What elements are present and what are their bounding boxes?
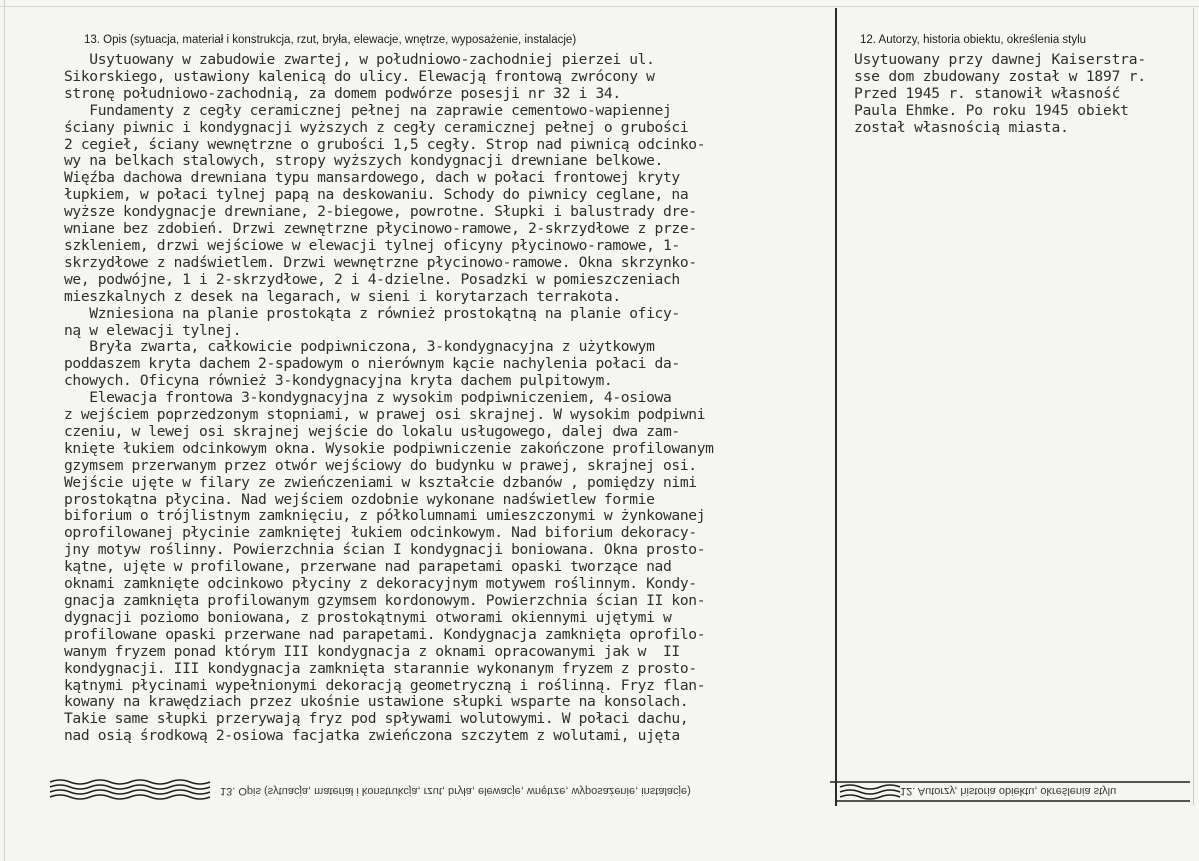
mirrored-footer-section-13: 13. Opis (sytuacja, materiał i konstrukcja, rzut, bryła, elewacje, wnętrze, wyposażenie, instalacje)	[220, 785, 691, 797]
column-divider	[835, 8, 837, 805]
footer-band	[0, 776, 1199, 806]
section-13-header: 13. Opis (sytuacja, materiał i konstrukcja, rzut, bryła, elewacje, wnętrze, wyposażenie, instalacje)	[84, 34, 577, 46]
section-12-text: Usytuowany przy dawnej Kaiserstra- sse dom zbudowany został w 1897 r. Przed 1945 r. stanowił własność Paula Ehmke. Po roku 1945 obiekt został własnością miasta.	[854, 51, 1146, 136]
top-rule	[0, 6, 1199, 7]
left-edge	[4, 0, 5, 861]
right-edge-rule	[1193, 8, 1194, 805]
section-12-header: 12. Autorzy, historia obiektu, określenia stylu	[860, 34, 1087, 46]
description-column	[46, 34, 836, 745]
history-column	[850, 34, 1195, 137]
section-13-text: Usytuowany w zabudowie zwartej, w południowo-zachodniej pierzei ul. Sikorskiego, ustawiony kalenicą do ulicy. Elewacją frontową zwrócony w stronę południowo-zachodnią, za domem podwórze posesji nr 32 i 34. Fundamenty z cegły ceramicznej pełnej na zaprawie cementowo-wapiennej ściany piwnic i kondygnacji wyższych z cegły ceramicznej pełnej o grubości 2 cegieł, ściany wewnętrzne o grubości 1,5 cegły. Strop nad piwnicą odcinko- wy na belkach stalowych, stropy wyższych kondygnacji drewniane belkowe. Więźba dachowa drewniana typu mansardowego, dach w połaci frontowej kryty łupkiem, w połaci tylnej papą na deskowaniu. Schody do piwnicy ceglane, na wyższe kondygnacje drewniane, 2-biegowe, powrotne. Słupki i balustrady dre- wniane bez zdobień. Drzwi zewnętrzne płycinowo-ramowe, 2-skrzydłowe z prze- szkleniem, drzwi wejściowe w elewacji tylnej oficyny płycinowo-ramowe, 1- skrzydłowe z nadświetlem. Drzwi wewnętrzne płycinowo-ramowe. Okna skrzynko- we, podwójne, 1 i 2-skrzydłowe, 2 i 4-dzielne. Posadzki w pomieszczeniach mieszkalnych z desek na legarach, w sieni i korytarzach terrakota. Wzniesiona na planie prostokąta z również prostokątną na planie oficy- ną w elewacji tylnej. Bryła zwarta, całkowicie podpiwniczona, 3-kondygnacyjna z użytkowym poddaszem kryta dachem 2-spadowym o nierównym kącie nachylenia połaci da- chowych. Oficyna również 3-kondygnacyjna kryta dachem pulpitowym. Elewacja frontowa 3-kondygnacyjna z wysokim podpiwniczeniem, 4-osiowa z wejściem poprzedzonym stopniami, w prawej osi skrajnej. W wysokim podpiwni czeniu, w lewej osi skrajnej wejście do lokalu usługowego, dalej dwa zam- knięte łukiem odcinkowym okna. Wysokie podpiwniczenie zakończone profilowanym gzymsem przerwanym przez otwór wejściowy do budynku w prawej, skrajnej osi. Wejście ujęte w filary ze zwieńczeniami w kształcie dzbanów , pomiędzy nimi prostokątna płycina. Nad wejściem ozdobnie wykonane nadświetlew formie biforium o trójlistnym zamknięciu, z półkolumnami umieszczonymi w żynkowanej oprofilowanej płycinie zamkniętej łukiem odcinkowym. Nad biforium dekoracy- jny motyw roślinny. Powierzchnia ścian I kondygnacji boniowana. Okna prosto- kątne, ujęte w profilowane, przerwane nad parapetami opaski tworzące nad oknami zamknięte odcinkowo płyciny z dekoracyjnym motywem roślinnym. Kondy- gnacja zamknięta profilowanym gzymsem kordonowym. Powierzchnia ścian II kon- dygnacji poziomo boniowana, z prostokątnymi otworami okiennymi ujętymi w profilowane opaski przerwane nad parapetami. Kondygnacja zamknięta oprofilo- wanym fryzem ponad którym III kondygnacja z oknami opracowanymi jak w II kondygnacji. III kondygnacja zamknięta starannie wykonanym fryzem z prosto- kątnymi płycinami wypełnionymi dekoracją geometryczną i roślinną. Fryz flan- kowany na krawędziach przez ukośnie ustawione słupki wsparte na konsolach. Takie same słupki przerywają fryz pod spływami wolutowymi. W połaci dachu, nad osią środkową 2-osiowa facjatka zwieńczona szczytem z wolutami, ujęta	[64, 51, 714, 745]
mirrored-footer-section-12: 12. Autorzy, historia obiektu, określenia stylu	[900, 785, 1117, 797]
